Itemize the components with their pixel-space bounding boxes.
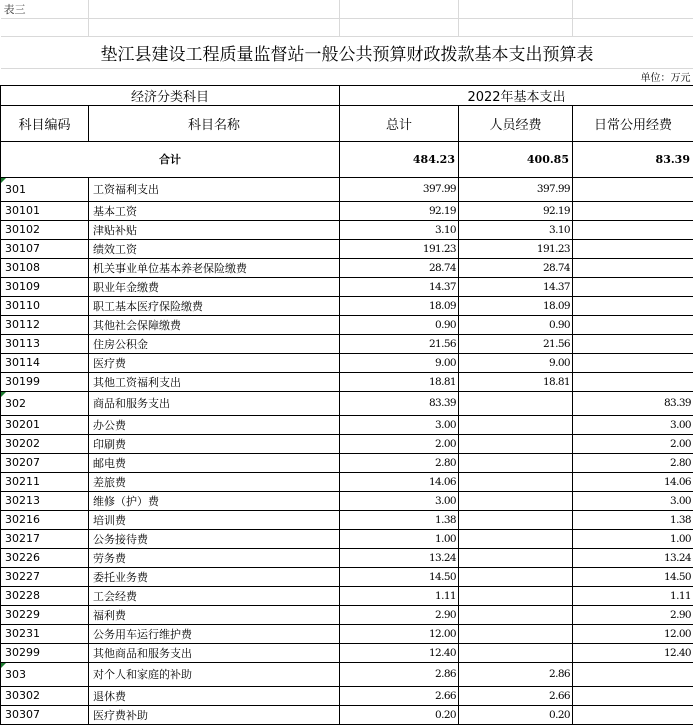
table-row	[1, 586, 693, 605]
row-code-cell[interactable]: 30307	[1, 705, 89, 724]
row-code-cell[interactable]: 30228	[1, 586, 89, 605]
row-name-cell[interactable]: 基本工资	[89, 201, 340, 220]
row-code-cell[interactable]: 30113	[1, 334, 89, 353]
table-row	[1, 605, 693, 624]
row-name-cell[interactable]: 福利费	[89, 605, 340, 624]
row-code-cell[interactable]: 30114	[1, 353, 89, 372]
row-personnel-cell[interactable]: 3.10	[459, 220, 573, 239]
row-total-cell[interactable]: 2.90	[340, 605, 459, 624]
empty-cell[interactable]	[340, 18, 459, 36]
row-total-cell[interactable]: 13.24	[340, 548, 459, 567]
row-code-cell[interactable]: 301	[1, 177, 89, 201]
row-code-cell[interactable]: 30302	[1, 686, 89, 705]
header-personnel[interactable]: 人员经费	[459, 105, 573, 141]
row-public-cell[interactable]	[573, 686, 693, 705]
row-name-cell[interactable]: 公务用车运行维护费	[89, 624, 340, 643]
row-total-cell[interactable]: 14.37	[340, 277, 459, 296]
row-name-cell[interactable]: 退休费	[89, 686, 340, 705]
row-total-cell[interactable]: 12.00	[340, 624, 459, 643]
row-public-cell[interactable]	[573, 258, 693, 277]
row-personnel-cell[interactable]: 191.23	[459, 239, 573, 258]
row-public-cell[interactable]	[573, 662, 693, 686]
row-public-cell[interactable]	[573, 277, 693, 296]
row-code-cell[interactable]: 30231	[1, 624, 89, 643]
row-name-cell[interactable]: 商品和服务支出	[89, 391, 340, 415]
row-public-cell[interactable]	[573, 220, 693, 239]
row-public-cell[interactable]	[573, 239, 693, 258]
row-code-cell[interactable]: 30101	[1, 201, 89, 220]
empty-cell[interactable]	[89, 18, 340, 36]
row-code-cell[interactable]: 30201	[1, 415, 89, 434]
table-row	[1, 567, 693, 586]
table-row	[1, 353, 693, 372]
row-personnel-cell[interactable]	[459, 586, 573, 605]
row-code-cell[interactable]: 303	[1, 662, 89, 686]
row-total-cell[interactable]: 14.50	[340, 567, 459, 586]
row-total-cell[interactable]: 83.39	[340, 391, 459, 415]
row-total-cell[interactable]: 2.66	[340, 686, 459, 705]
table-row	[1, 705, 693, 724]
header-subject-name[interactable]: 科目名称	[89, 105, 340, 141]
row-total-cell[interactable]: 3.00	[340, 491, 459, 510]
total-row-personnel[interactable]: 400.85	[459, 141, 573, 177]
row-total-cell[interactable]: 0.90	[340, 315, 459, 334]
row-public-cell[interactable]: 14.06	[573, 472, 693, 491]
header-subject-code[interactable]: 科目编码	[1, 105, 89, 141]
row-personnel-cell[interactable]: 18.09	[459, 296, 573, 315]
row-code-cell[interactable]: 30217	[1, 529, 89, 548]
row-public-cell[interactable]	[573, 315, 693, 334]
row-personnel-cell[interactable]	[459, 624, 573, 643]
row-total-cell[interactable]: 18.81	[340, 372, 459, 391]
row-personnel-cell[interactable]	[459, 529, 573, 548]
row-name-cell[interactable]: 对个人和家庭的补助	[89, 662, 340, 686]
total-row-label[interactable]: 合计	[1, 141, 340, 177]
row-personnel-cell[interactable]: 21.56	[459, 334, 573, 353]
table-row	[1, 315, 693, 334]
header-group-basic-expenditure[interactable]: 2022年基本支出	[340, 85, 693, 105]
row-public-cell[interactable]: 1.11	[573, 586, 693, 605]
row-personnel-cell[interactable]	[459, 415, 573, 434]
table-row	[1, 434, 693, 453]
row-total-cell[interactable]: 14.06	[340, 472, 459, 491]
row-code-cell[interactable]: 30107	[1, 239, 89, 258]
row-code-cell[interactable]: 30108	[1, 258, 89, 277]
row-name-cell[interactable]: 公务接待费	[89, 529, 340, 548]
sheet-label[interactable]: 表三	[1, 0, 89, 18]
table-row	[1, 510, 693, 529]
empty-cell[interactable]	[459, 0, 573, 18]
row-personnel-cell[interactable]	[459, 510, 573, 529]
table-row-category	[1, 177, 693, 201]
row-personnel-cell[interactable]: 397.99	[459, 177, 573, 201]
table-row-category	[1, 391, 693, 415]
header-group-economic-class[interactable]: 经济分类科目	[1, 85, 340, 105]
row-total-cell[interactable]: 21.56	[340, 334, 459, 353]
unit-label[interactable]: 单位：万元	[1, 68, 693, 85]
row-public-cell[interactable]: 12.40	[573, 643, 693, 662]
row-name-cell[interactable]: 医疗费补助	[89, 705, 340, 724]
row-personnel-cell[interactable]: 9.00	[459, 353, 573, 372]
row-name-cell[interactable]: 其他商品和服务支出	[89, 643, 340, 662]
table-row	[1, 277, 693, 296]
table-row	[1, 239, 693, 258]
header-public[interactable]: 日常公用经费	[573, 105, 693, 141]
table-row	[1, 686, 693, 705]
table-row	[1, 529, 693, 548]
row-total-cell[interactable]: 28.74	[340, 258, 459, 277]
row-personnel-cell[interactable]: 28.74	[459, 258, 573, 277]
row-name-cell[interactable]: 工会经费	[89, 586, 340, 605]
row-total-cell[interactable]: 12.40	[340, 643, 459, 662]
empty-cell[interactable]	[573, 0, 693, 18]
table-row	[1, 643, 693, 662]
row-personnel-cell[interactable]	[459, 548, 573, 567]
row-total-cell[interactable]: 18.09	[340, 296, 459, 315]
row-total-cell[interactable]: 0.20	[340, 705, 459, 724]
row-total-cell[interactable]: 1.38	[340, 510, 459, 529]
row-name-cell[interactable]: 住房公积金	[89, 334, 340, 353]
row-personnel-cell[interactable]: 2.86	[459, 662, 573, 686]
row-public-cell[interactable]	[573, 177, 693, 201]
row-public-cell[interactable]: 1.38	[573, 510, 693, 529]
row-code-cell[interactable]: 30110	[1, 296, 89, 315]
row-total-cell[interactable]: 1.11	[340, 586, 459, 605]
row-total-cell[interactable]: 191.23	[340, 239, 459, 258]
row-personnel-cell[interactable]: 0.20	[459, 705, 573, 724]
table-row	[1, 415, 693, 434]
table-row-category	[1, 662, 693, 686]
row-personnel-cell[interactable]	[459, 643, 573, 662]
header-total[interactable]: 总计	[340, 105, 459, 141]
row-total-cell[interactable]: 2.86	[340, 662, 459, 686]
row-personnel-cell[interactable]	[459, 472, 573, 491]
row-public-cell[interactable]: 83.39	[573, 391, 693, 415]
table-row	[1, 201, 693, 220]
row-code-cell[interactable]: 30216	[1, 510, 89, 529]
row-code-cell[interactable]: 30299	[1, 643, 89, 662]
total-row-total[interactable]: 484.23	[340, 141, 459, 177]
row-personnel-cell[interactable]	[459, 491, 573, 510]
row-public-cell[interactable]	[573, 334, 693, 353]
row-code-cell[interactable]: 30109	[1, 277, 89, 296]
row-name-cell[interactable]: 医疗费	[89, 353, 340, 372]
row-code-cell[interactable]: 30112	[1, 315, 89, 334]
table-row	[1, 372, 693, 391]
row-code-cell[interactable]: 302	[1, 391, 89, 415]
row-public-cell[interactable]: 3.00	[573, 491, 693, 510]
row-name-cell[interactable]: 机关事业单位基本养老保险缴费	[89, 258, 340, 277]
row-personnel-cell[interactable]: 14.37	[459, 277, 573, 296]
row-personnel-cell[interactable]	[459, 391, 573, 415]
row-public-cell[interactable]	[573, 201, 693, 220]
row-name-cell[interactable]: 委托业务费	[89, 567, 340, 586]
row-total-cell[interactable]: 1.00	[340, 529, 459, 548]
row-public-cell[interactable]: 2.00	[573, 434, 693, 453]
row-public-cell[interactable]	[573, 705, 693, 724]
row-personnel-cell[interactable]: 0.90	[459, 315, 573, 334]
table-row	[1, 296, 693, 315]
row-total-cell[interactable]: 397.99	[340, 177, 459, 201]
table-row	[1, 491, 693, 510]
row-name-cell[interactable]: 劳务费	[89, 548, 340, 567]
row-public-cell[interactable]: 14.50	[573, 567, 693, 586]
row-code-cell[interactable]: 30199	[1, 372, 89, 391]
row-personnel-cell[interactable]	[459, 453, 573, 472]
row-code-cell[interactable]: 30226	[1, 548, 89, 567]
total-row-public[interactable]: 83.39	[573, 141, 693, 177]
row-public-cell[interactable]: 2.80	[573, 453, 693, 472]
row-code-cell[interactable]: 30211	[1, 472, 89, 491]
row-personnel-cell[interactable]	[459, 605, 573, 624]
row-personnel-cell[interactable]	[459, 434, 573, 453]
row-total-cell[interactable]: 2.00	[340, 434, 459, 453]
page-title[interactable]: 垫江县建设工程质量监督站一般公共预算财政拨款基本支出预算表	[1, 36, 693, 68]
row-code-cell[interactable]: 30102	[1, 220, 89, 239]
row-name-cell[interactable]: 其他工资福利支出	[89, 372, 340, 391]
row-code-cell[interactable]: 30227	[1, 567, 89, 586]
row-public-cell[interactable]	[573, 296, 693, 315]
row-name-cell[interactable]: 办公费	[89, 415, 340, 434]
row-code-cell[interactable]: 30202	[1, 434, 89, 453]
row-name-cell[interactable]: 印刷费	[89, 434, 340, 453]
row-personnel-cell[interactable]	[459, 567, 573, 586]
empty-cell[interactable]	[459, 18, 573, 36]
row-name-cell[interactable]: 职工基本医疗保险缴费	[89, 296, 340, 315]
row-name-cell[interactable]: 维修（护）费	[89, 491, 340, 510]
row-total-cell[interactable]: 9.00	[340, 353, 459, 372]
row-total-cell[interactable]: 2.80	[340, 453, 459, 472]
row-name-cell[interactable]: 差旅费	[89, 472, 340, 491]
row-public-cell[interactable]	[573, 353, 693, 372]
empty-cell[interactable]	[573, 18, 693, 36]
table-row	[1, 334, 693, 353]
row-public-cell[interactable]: 12.00	[573, 624, 693, 643]
table-row	[1, 472, 693, 491]
row-total-cell[interactable]: 92.19	[340, 201, 459, 220]
row-name-cell[interactable]: 邮电费	[89, 453, 340, 472]
row-name-cell[interactable]: 培训费	[89, 510, 340, 529]
row-name-cell[interactable]: 津贴补贴	[89, 220, 340, 239]
empty-cell[interactable]	[1, 18, 89, 36]
empty-cell[interactable]	[340, 0, 459, 18]
row-name-cell[interactable]: 职业年金缴费	[89, 277, 340, 296]
table-row	[1, 453, 693, 472]
empty-cell[interactable]	[89, 0, 340, 18]
row-public-cell[interactable]	[573, 372, 693, 391]
row-code-cell[interactable]: 30229	[1, 605, 89, 624]
row-personnel-cell[interactable]: 18.81	[459, 372, 573, 391]
row-public-cell[interactable]: 3.00	[573, 415, 693, 434]
row-personnel-cell[interactable]: 92.19	[459, 201, 573, 220]
row-total-cell[interactable]: 3.10	[340, 220, 459, 239]
row-name-cell[interactable]: 其他社会保障缴费	[89, 315, 340, 334]
table-row	[1, 624, 693, 643]
table-row	[1, 220, 693, 239]
row-name-cell[interactable]: 绩效工资	[89, 239, 340, 258]
row-name-cell[interactable]: 工资福利支出	[89, 177, 340, 201]
row-public-cell[interactable]: 1.00	[573, 529, 693, 548]
row-public-cell[interactable]: 13.24	[573, 548, 693, 567]
row-code-cell[interactable]: 30213	[1, 491, 89, 510]
row-total-cell[interactable]: 3.00	[340, 415, 459, 434]
table-row	[1, 548, 693, 567]
row-code-cell[interactable]: 30207	[1, 453, 89, 472]
row-personnel-cell[interactable]: 2.66	[459, 686, 573, 705]
row-public-cell[interactable]: 2.90	[573, 605, 693, 624]
table-row	[1, 258, 693, 277]
